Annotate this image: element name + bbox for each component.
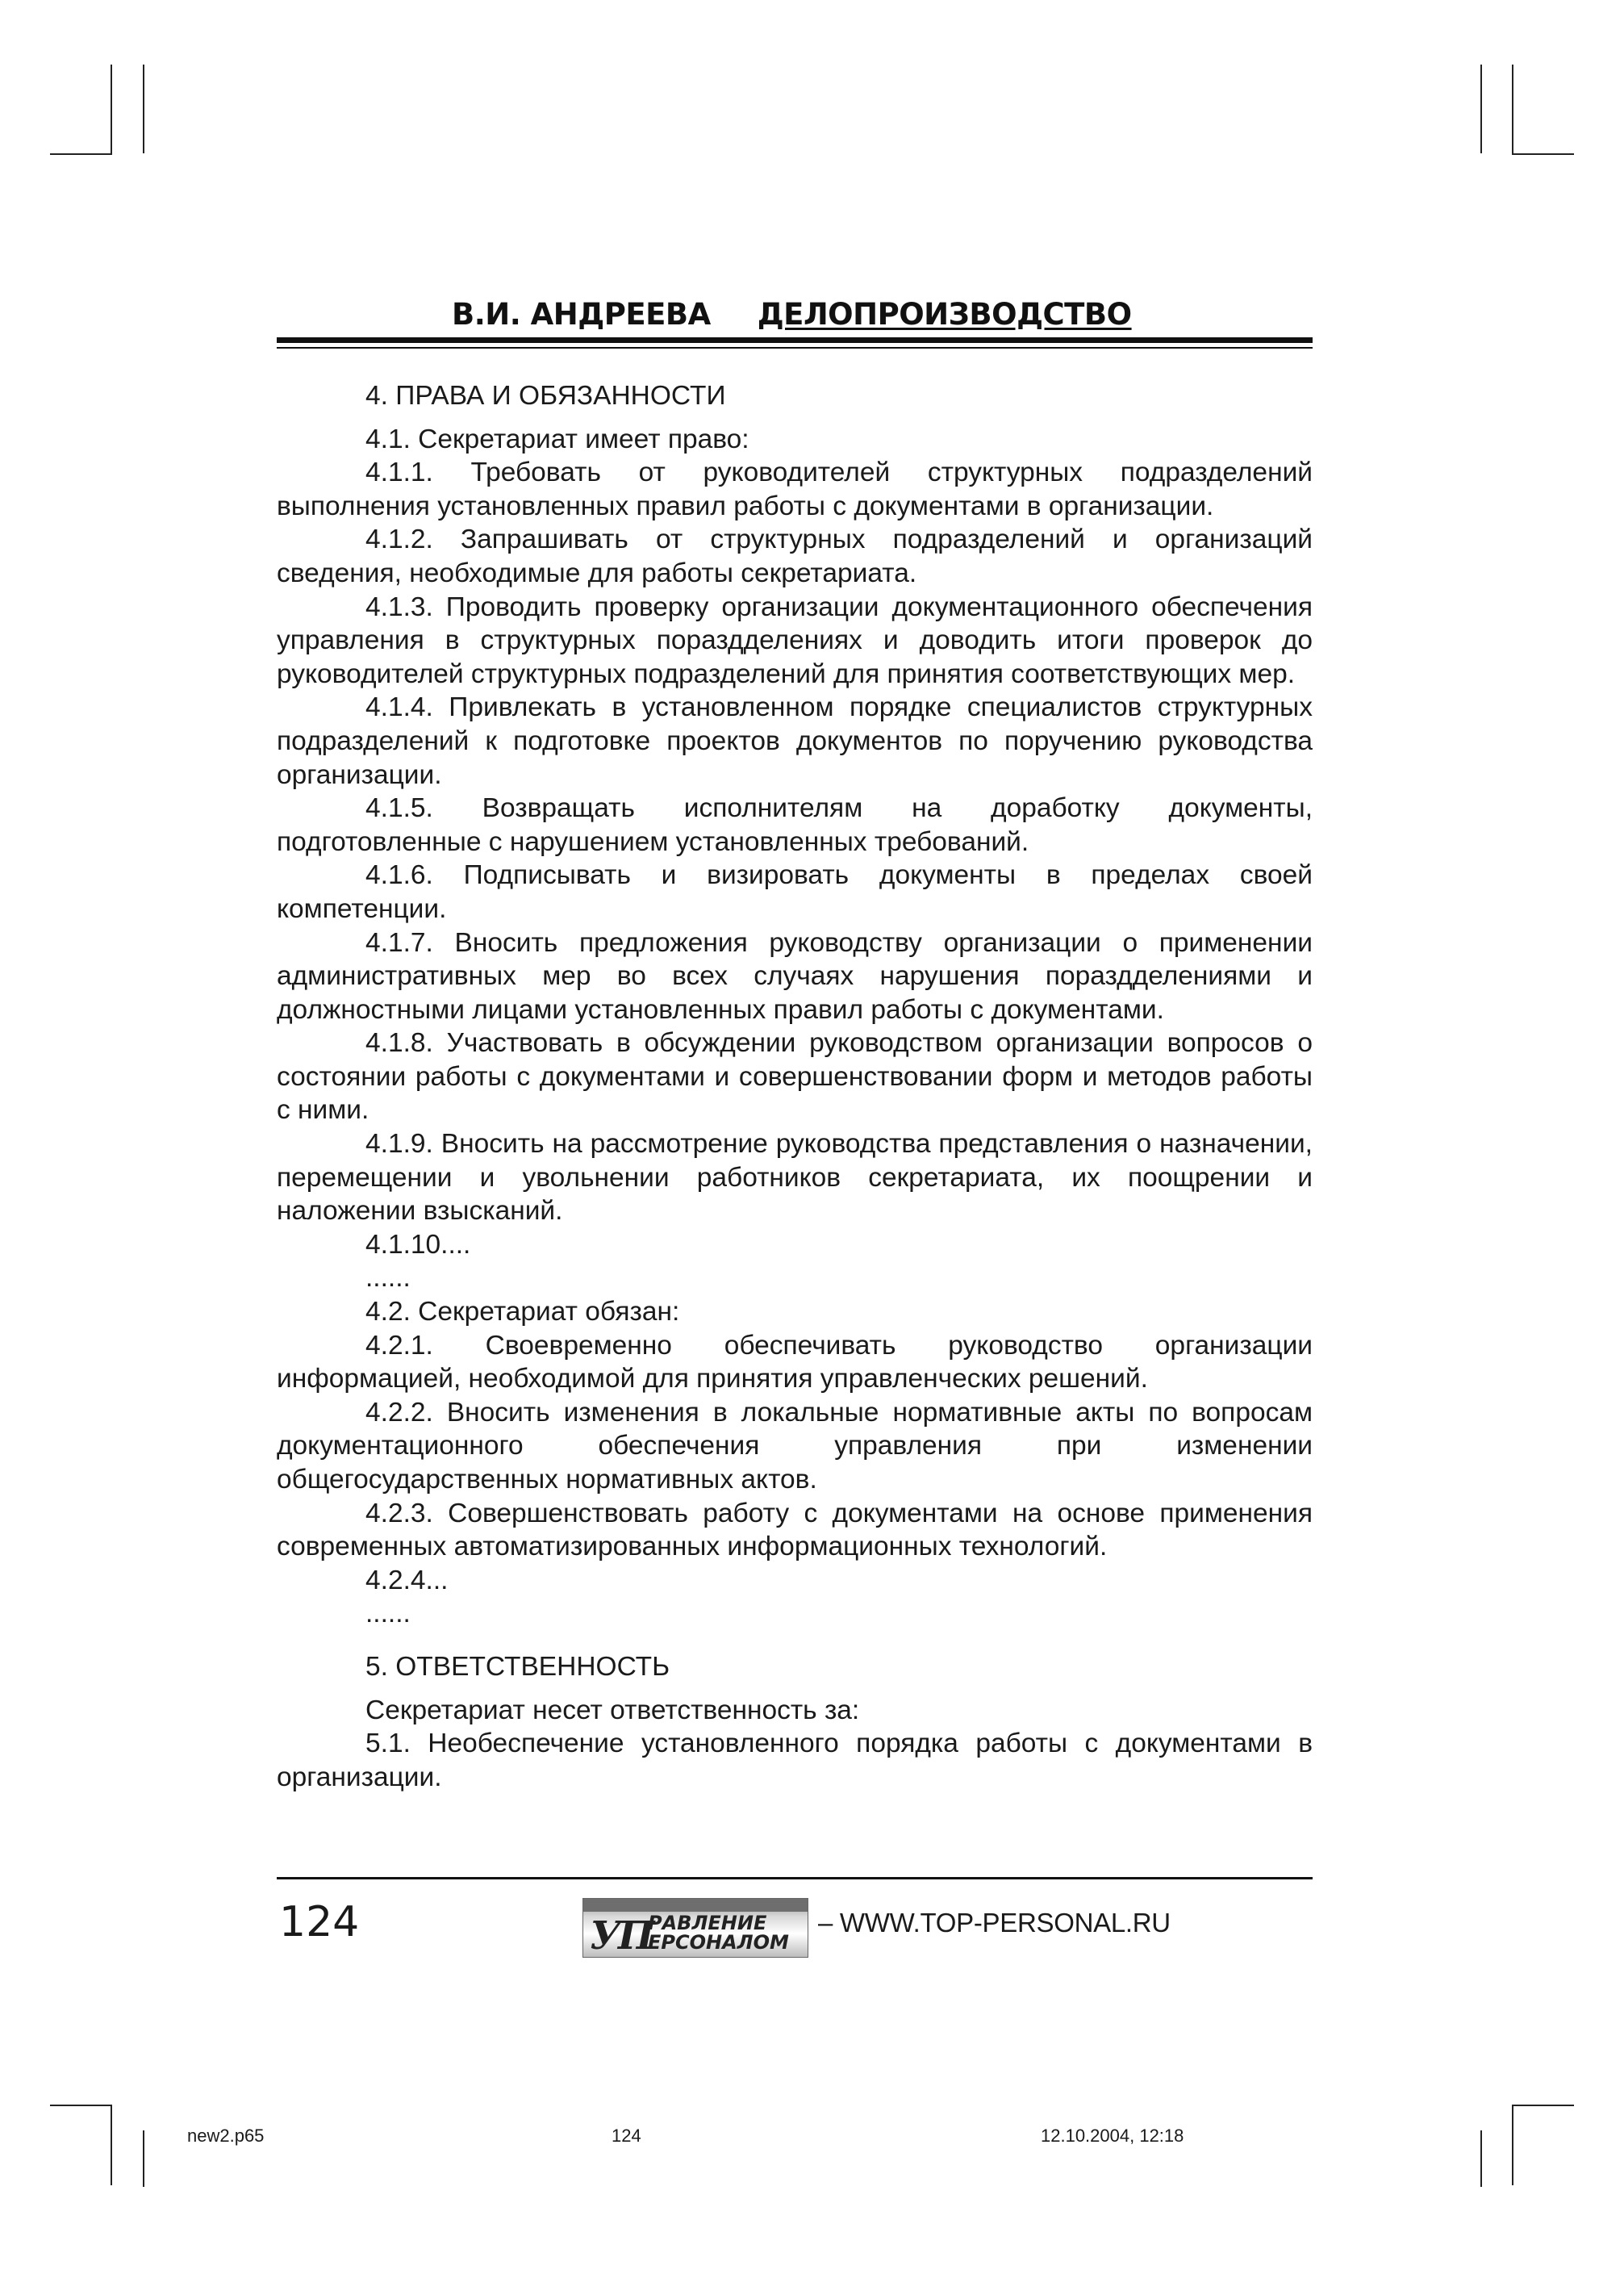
paragraph: 4.1.8. Участвовать в обсуждении руководством организации вопросов о состоянии работы с документами и совершенствовании форм и методов работы с ними. [277, 1028, 1313, 1126]
crop-mark [1512, 153, 1574, 155]
section-heading-5: 5. ОТВЕТСТВЕННОСТЬ [365, 1651, 670, 1682]
paragraph: 4.1.5. Возвращать исполнителям на доработку документы, подготовленные с нарушением установленных требований. [277, 793, 1313, 857]
page-body [277, 379, 1313, 1794]
header-rule-thin [277, 347, 1313, 349]
paragraph: 4.2.4... [365, 1565, 449, 1595]
header-rule [277, 337, 1313, 343]
logo-line: РАВЛЕНИЕ [648, 1912, 767, 1934]
logo-mark: УП [590, 1913, 652, 1958]
crop-mark [1512, 2105, 1574, 2106]
footer-rule [277, 1877, 1313, 1879]
paragraph: 4.2.3. Совершенствовать работу с документами на основе применения современных автоматизированных информационных технологий. [277, 1498, 1313, 1562]
paragraph: 4.1.7. Вносить предложения руководству организации о применении административных мер во всех случаях нарушения пораздделениями и должностными лицами установленных правил работы с документами. [277, 927, 1313, 1025]
logo-words [648, 1913, 789, 1952]
crop-mark [50, 153, 112, 155]
crop-mark [1512, 65, 1513, 153]
paragraph: 4.1. Секретариат имеет право: [365, 424, 749, 454]
slug-datetime: 12.10.2004, 12:18 [1041, 2126, 1184, 2146]
header-title: ДЕЛОПРОИЗВОДСТВО [757, 297, 1132, 332]
paragraph: 4.1.3. Проводить проверку организации документационного обеспечения управления в структурных пораздделениях и доводить итоги проверок до руководителей структурных подразделений для принятия соответствующих мер. [277, 592, 1313, 689]
slug-file: new2.p65 [187, 2126, 265, 2146]
paragraph: 4.1.1. Требовать от руководителей структурных подразделений выполнения установленных правил работы с документами в организации. [277, 458, 1313, 521]
crop-mark [143, 2130, 144, 2187]
crop-mark [1480, 65, 1482, 153]
page-number: 124 [279, 1898, 360, 1946]
section-heading-4: 4. ПРАВА И ОБЯЗАННОСТИ [365, 381, 726, 411]
paragraph: 4.1.6. Подписывать и визировать документы в пределах своей компетенции. [277, 860, 1313, 924]
crop-mark [1512, 2105, 1513, 2185]
crop-mark [111, 65, 112, 153]
ellipsis-line: ...... [365, 1599, 411, 1629]
paragraph: 4.1.9. Вносить на рассмотрение руководства представления о назначении, перемещении и увольнении работников секретариата, их поощрении и наложении взысканий. [277, 1129, 1313, 1227]
site-url: – WWW.TOP-PERSONAL.RU [818, 1908, 1171, 1938]
crop-mark [143, 65, 144, 153]
crop-mark [111, 2105, 112, 2185]
paragraph: Секретариат несет ответственность за: [365, 1695, 860, 1725]
logo-line: ЕРСОНАЛОМ [648, 1931, 789, 1954]
paragraph: 5.1. Необеспечение установленного порядка работы с документами в организации. [277, 1729, 1313, 1792]
paragraph: 4.2.1. Своевременно обеспечивать руководство организации информацией, необходимой для принятия управленческих решений. [277, 1330, 1313, 1394]
paragraph: 4.1.10.... [365, 1229, 471, 1260]
paragraph: 4.2.2. Вносить изменения в локальные нормативные акты по вопросам документационного обеспечения управления при изменении общегосударственных нормативных актов. [277, 1397, 1313, 1495]
running-header [452, 297, 1307, 332]
crop-mark [50, 2105, 112, 2106]
header-author: В.И. АНДРЕЕВА [452, 297, 711, 332]
paragraph: 4.2. Секретариат обязан: [365, 1297, 680, 1327]
magazine-logo [582, 1898, 808, 1958]
ellipsis-line: ...... [365, 1263, 411, 1294]
logo-strip [583, 1899, 808, 1912]
crop-mark [1480, 2130, 1482, 2187]
paragraph: 4.1.4. Привлекать в установленном порядке специалистов структурных подразделений к подготовке проектов документов по поручению руководства организации. [277, 692, 1313, 790]
paragraph: 4.1.2. Запрашивать от структурных подразделений и организаций сведения, необходимые для работы секретариата. [277, 525, 1313, 588]
slug-page: 124 [612, 2126, 641, 2146]
